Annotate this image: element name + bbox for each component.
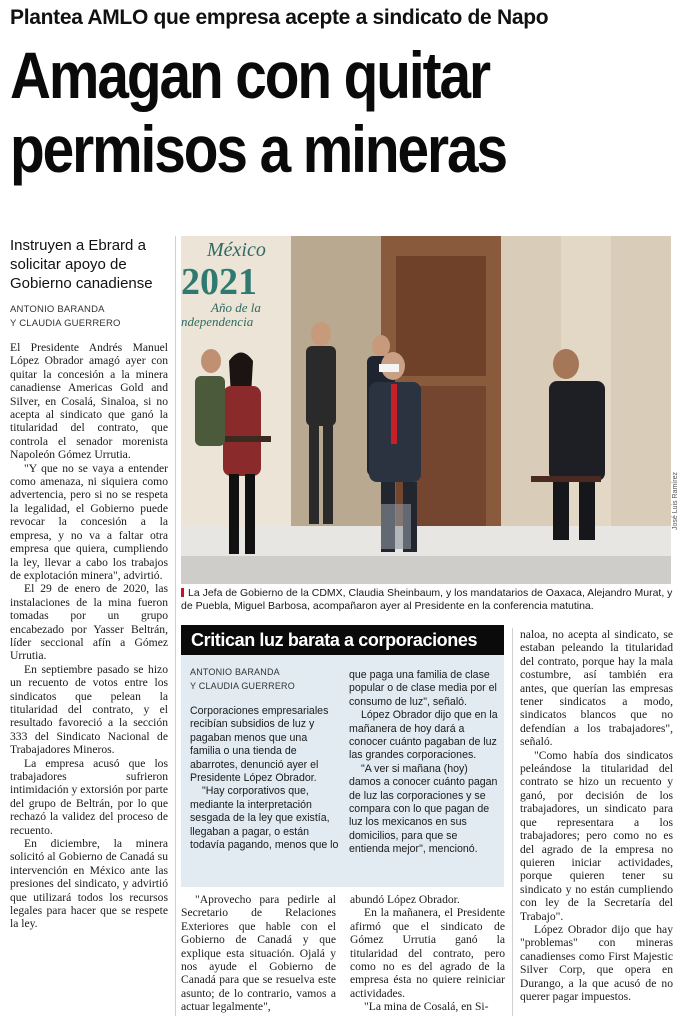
- paragraph: Corporaciones empresariales recibían subsidios de luz y pagaban menos que una familia o una tienda de abarrotes, denunció ayer el Presidente López Obrador.: [190, 705, 329, 785]
- banner-tag-2: ndependencia: [181, 314, 254, 329]
- paragraph: López Obrador dijo que en la mañanera de hoy dará a conocer cuánto pagaban de luz las grandes corporaciones.: [349, 709, 498, 762]
- article-kicker: Plantea AMLO que empresa acepte a sindicato de Napo: [10, 6, 549, 29]
- paragraph: "Aprovecho para pedirle al Secretario de Relaciones Exteriores que hable con el Gobierno de Canadá y que explique esta situación. Ojalá y nos ayude el Gobierno de Canadá para que se resuelva este asunto; de lo contrario, vamos a actuar legalmente",: [181, 893, 336, 1014]
- paragraph: La empresa acusó que los trabajadores sufrieron intimidación y extorsión por parte del grupo de Beltrán, por lo que rechazó la validez del proceso de recuento.: [10, 756, 168, 837]
- paragraph: que paga una familia de clase popular o de clase media por el consumo de luz", señaló.: [349, 669, 497, 708]
- photo-credit: José Luis Ramírez: [672, 472, 679, 530]
- paragraph: "Como había dos sindicatos peleándose la titularidad del contrato se hizo un recuento y ganó, por decisión de los trabajadores, un sindicato para que representara a los trabajadores; pero como no es del agrado de la empresa no quieren iniciar actividades, porque quieren tener su sindicato y no están cumpliendo con ley de la Secretaría del Trabajo".: [520, 748, 673, 923]
- banner-year: 2021: [181, 261, 257, 303]
- middle-column-1: [181, 893, 336, 1014]
- box-title: Critican luz barata a corporaciones: [181, 625, 504, 655]
- paragraph: En diciembre, la minera solicitó al Gobierno de Canadá su intervención en México ante las presiones del sindicato, y advirtió que utilizará todos los recursos legales para hacer que se respete la ley.: [10, 837, 168, 931]
- paragraph: "La mina de Cosalá, en Si-: [364, 1000, 489, 1014]
- headline-line-2: permisos a mineras: [10, 112, 507, 186]
- paragraph: En la mañanera, el Presidente afirmó que el sindicato de Gómez Urrutia ganó la titularidad del contrato, pero como no es del agrado de la empresa ésta no quiere reiniciar actividades.: [350, 906, 505, 1000]
- box-column-2: [349, 669, 499, 857]
- photo-caption: [181, 587, 675, 613]
- caption-text: La Jefa de Gobierno de la CDMX, Claudia Sheinbaum, y los mandatarios de Oaxaca, Alejandro Murat, y de Puebla, Miguel Barbosa, acompañaron ayer al Presidente en la conferencia matutina.: [181, 587, 673, 612]
- caption-marker: [181, 588, 184, 597]
- paragraph: López Obrador dijo que hay "problemas" con mineras canadienses como First Majestic Silver Corp, que opera en Durango, a la que acusó de no querer pagar impuestos.: [520, 922, 673, 1003]
- left-body-text: [10, 341, 168, 931]
- article-subhead: Instruyen a Ebrard a solicitar apoyo de Gobierno canadiense: [10, 237, 153, 292]
- banner-mexico: México: [207, 239, 266, 261]
- paragraph: "Hay corporativos que, mediante la interpretación sesgada de la ley que existía, llegaban a pagar, o están todavía pagando, menos que lo: [190, 785, 339, 852]
- right-column: [520, 628, 673, 1003]
- box-byline: [190, 665, 340, 693]
- article-headline: [10, 38, 582, 186]
- box-byline-author-2: Y CLAUDIA GUERRERO: [190, 681, 295, 691]
- paragraph: El Presidente Andrés Manuel López Obrador amagó ayer con quitar la concesión a la minera canadiense Americas Gold and Silver, en Cosalá, Sinaloa, si no acepta al sindicato que ganó la titularidad del contrato, que controla el senador morenista Napoleón Gómez Urrutia.: [10, 341, 168, 462]
- sidebar-box: [181, 625, 504, 887]
- byline-author-2: Y CLAUDIA GUERRERO: [10, 318, 121, 329]
- paragraph: abundó López Obrador.: [350, 893, 460, 906]
- box-text-1: [190, 705, 340, 852]
- news-photo: [181, 236, 671, 584]
- article-byline: [10, 303, 168, 331]
- paragraph: "A ver si mañana (hoy) damos a conocer cuánto pagan de luz las corporaciones y se compara con lo que pagan de luz los mexicanos en sus domicilios, para que se entienda mejor", mencionó.: [349, 762, 498, 856]
- photo-illustration: [181, 236, 671, 584]
- paragraph: En septiembre pasado se hizo un recuento de votos entre los sindicatos que pelean la titularidad del contrato, y el resultado favoreció a la sección 333 del Sindicato Nacional de Trabajadores Mineros.: [10, 662, 168, 757]
- paragraph: naloa, no acepta al sindicato, se estaban peleando la titularidad del contrato, porque hay la mala costumbre, así también era antes, que querían las empresas tener sindicatos a modo, sindicatos blancos que no defendían a los trabajadores", señaló.: [520, 628, 673, 749]
- column-divider: [175, 236, 176, 1016]
- paragraph: El 29 de enero de 2020, las instalaciones de la mina fueron tomadas por un grupo encabezado por Yasser Beltrán, líder seccional afín a Gómez Urrutia.: [10, 582, 168, 663]
- box-text-2: [349, 669, 499, 857]
- banner-tag-1: Año de la: [211, 300, 261, 315]
- column-divider: [512, 628, 513, 1016]
- middle-column-2: [350, 893, 505, 1014]
- left-column: [10, 236, 168, 931]
- paragraph: "Y que no se vaya a entender como amenaza, ni siquiera como advertencia, pero si no se respeta la legalidad, el Gobierno puede revocar la concesión a la empresa, y no va a faltar otra empresa que quiera, cumpliendo la ley, llevar a cabo los trabajos de explotación minera", advirtió.: [10, 461, 168, 582]
- byline-author-1: ANTONIO BARANDA: [10, 304, 105, 315]
- box-column-1: [190, 665, 340, 852]
- box-byline-author-1: ANTONIO BARANDA: [190, 667, 280, 677]
- headline-line-1: Amagan con quitar: [10, 38, 489, 112]
